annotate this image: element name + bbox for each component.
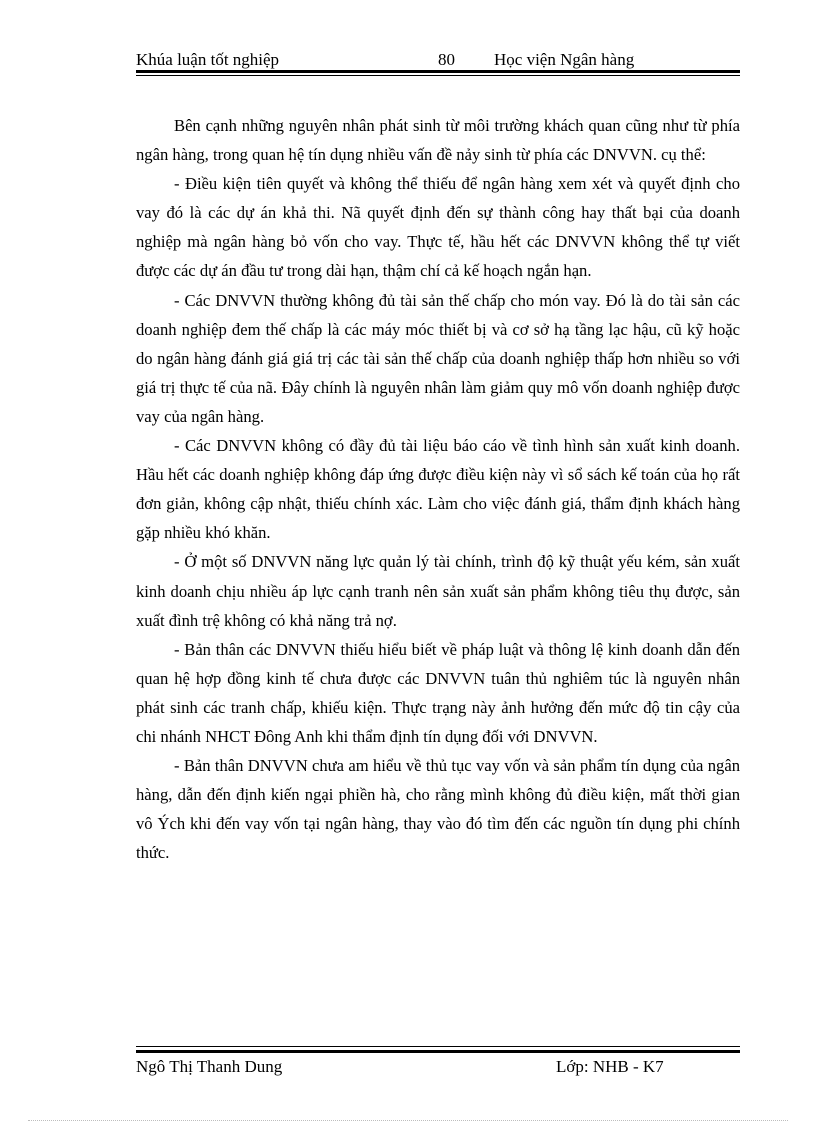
page-footer (136, 1057, 740, 1079)
paragraph-management: - Ở một số DNVVN năng lực quản lý tài chính, trình độ kỹ thuật yếu kém, sản xuất kinh doanh chịu nhiều áp lực cạnh tranh nên sản xuất sản phẩm không tiêu thụ được, sản xuất đình trệ không có khả năng trả nợ. (136, 552, 740, 630)
page-header (136, 50, 740, 72)
header-rule-thick (136, 70, 740, 73)
paragraph-collateral: - Các DNVVN thường không đủ tài sản thế chấp cho món vay. Đó là do tài sản các doanh nghiệp đem thế chấp là các máy móc thiết bị và cơ sở hạ tầng lạc hậu, cũ kỹ hoặc do ngân hàng đánh giá giá trị các tài sản thế chấp của doanh nghiệp thấp hơn nhiều so với giá trị thực tế của nã. Đây chính là nguyên nhân làm giảm quy mô vốn doanh nghiệp được vay của ngân hàng. (136, 290, 740, 426)
paragraph-reports: - Các DNVVN không có đầy đủ tài liệu báo cáo về tình hình sản xuất kinh doanh. Hầu hết các doanh nghiệp không đáp ứng được điều kiện này vì sổ sách kế toán của họ rất đơn giản, không cập nhật, thiếu chính xác. Làm cho việc đánh giá, thẩm định khách hàng gặp nhiều khó khăn. (136, 436, 740, 543)
paragraph-feasible-projects: - Điều kiện tiên quyết và không thể thiếu để ngân hàng xem xét và quyết định cho vay đó là các dự án khả thi. Nã quyết định đến sự thành công hay thất bại của doanh nghiệp mà ngân hàng bỏ vốn cho vay. Thực tế, hầu hết các DNVVN không thể tự viết được các dự án đầu tư trong dài hạn, thậm chí cả kế hoạch ngắn hạn. (136, 174, 740, 281)
paragraph-legal: - Bản thân các DNVVN thiếu hiểu biết về pháp luật và thông lệ kinh doanh dẫn đến quan hệ hợp đồng kinh tế chưa được các DNVVN tuân thủ nghiêm túc là nguyên nhân phát sinh các tranh chấp, khiếu kiện. Thực trạng này ảnh hưởng đến mức độ tin cậy của chi nhánh NHCT Đông Anh khi thẩm định tín dụng đối với DNVVN. (136, 639, 740, 746)
footer-rule-thick (136, 1050, 740, 1053)
header-thesis-label: Khúa luận tốt nghiệp (136, 50, 280, 69)
footer-class: Lớp: NHB - K7 (556, 1057, 664, 1076)
footer-author: Ngô Thị Thanh Dung (136, 1057, 283, 1076)
page-bottom-dotted-border (28, 1120, 788, 1121)
header-rule-thin (136, 75, 740, 76)
document-body (136, 111, 740, 867)
paragraph-intro: Bên cạnh những nguyên nhân phát sinh từ môi trường khách quan cũng như từ phía ngân hàng, trong quan hệ tín dụng nhiều vấn đề nảy sinh từ phía các DNVVN. cụ thể: (136, 116, 740, 165)
footer-rule-thin (136, 1046, 740, 1047)
page-number: 80 (438, 50, 455, 69)
paragraph-procedures: - Bản thân DNVVN chưa am hiểu về thủ tục vay vốn và sản phẩm tín dụng của ngân hàng, dẫn đến định kiến ngại phiền hà, cho rằng mình không đủ điều kiện, mất thời gian vô Ých khi đến vay vốn tại ngân hàng, thay vào đó tìm đến các nguồn tín dụng phi chính thức. (136, 756, 740, 863)
header-institution: Học viện Ngân hàng (494, 50, 635, 69)
